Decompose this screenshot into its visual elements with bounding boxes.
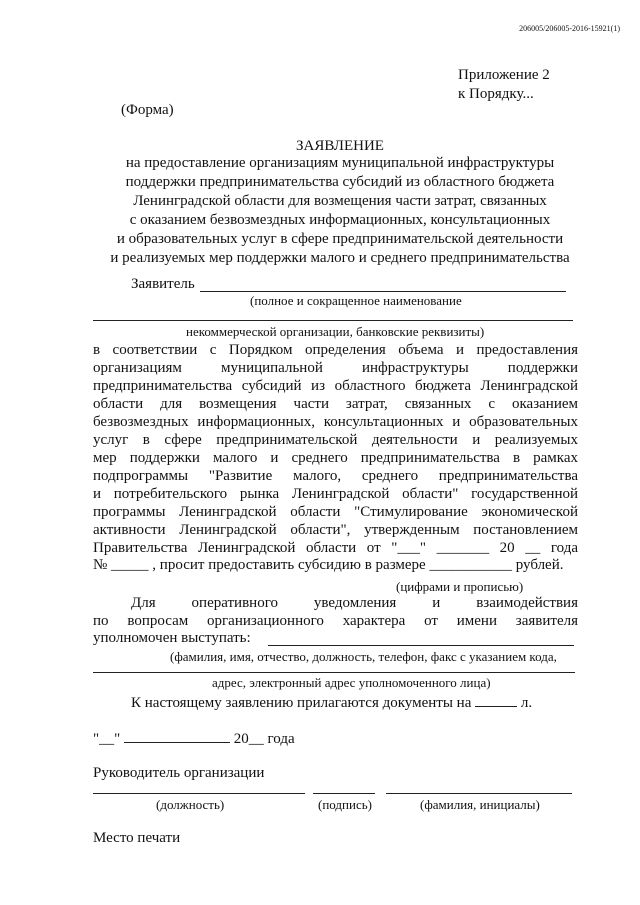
form-label: (Форма) xyxy=(121,102,174,118)
document-id: 206005/206005-2016-15921(1) xyxy=(519,24,620,33)
applicant-hint-2: некоммерческой организации, банковские реквизиты) xyxy=(186,324,485,339)
date-year: 20__ года xyxy=(233,731,295,747)
body-line: предпринимательства субсидий из областного бюджета Ленинградской xyxy=(93,378,578,394)
stamp-label: Место печати xyxy=(93,830,181,846)
body-line: в соответствии с Порядком определения объема и предоставления xyxy=(93,342,578,358)
body-line: и потребительского рынка Ленинградской области" государственной xyxy=(93,486,578,502)
date-day: "__" xyxy=(93,731,121,747)
attachments-suffix: л. xyxy=(520,695,533,711)
subtitle-line: на предоставление организациям муниципальной инфраструктуры xyxy=(125,155,555,171)
contact-line: по вопросам организационного характера от имени заявителя xyxy=(93,613,578,629)
body-line: подпрограммы "Развитие малого, среднего предпринимательства xyxy=(93,468,578,484)
body-line-amount: № _____ , просит предоставить субсидию в размере ___________ рублей. xyxy=(93,557,564,573)
body-line: организациям муниципальной инфраструктуры поддержки xyxy=(93,360,578,376)
subtitle-line: и образовательных услуг в сфере предпринимательской деятельности xyxy=(116,231,564,247)
contact-hint-2: адрес, электронный адрес уполномоченного лица) xyxy=(212,675,491,690)
applicant-name-field[interactable] xyxy=(200,291,566,292)
contact-hint-1: (фамилия, имя, отчество, должность, телефон, факс с указанием кода, xyxy=(170,649,557,664)
applicant-label: Заявитель xyxy=(131,276,195,292)
subtitle-line: с оказанием безвозмездных информационных, консультационных xyxy=(129,212,551,228)
amount-hint: (цифрами и прописью) xyxy=(396,579,524,594)
body-line: Правительства Ленинградской области от "___" _______ 20 __ года xyxy=(93,540,578,556)
attachments-line xyxy=(131,692,532,712)
position-hint: (должность) xyxy=(156,797,225,812)
contact-line: уполномочен выступать: xyxy=(93,630,251,646)
attachments-count-field[interactable] xyxy=(475,692,517,707)
contact-line: Для оперативного уведомления и взаимодействия xyxy=(131,595,578,611)
position-field[interactable] xyxy=(93,793,305,794)
date-month-field[interactable] xyxy=(124,728,230,743)
appendix-line-1: Приложение 2 xyxy=(458,67,550,83)
subtitle-line: поддержки предпринимательства субсидий из областного бюджета xyxy=(125,174,555,190)
body-line: услуг в сфере предпринимательской деятельности и реализуемых xyxy=(93,432,578,448)
applicant-hint-1: (полное и сокращенное наименование xyxy=(250,293,462,308)
document-title: ЗАЯВЛЕНИЕ xyxy=(296,138,384,154)
body-line: области для возмещения части затрат, связанных с оказанием xyxy=(93,396,578,412)
contact-address-field[interactable] xyxy=(93,672,575,673)
date-line xyxy=(93,728,295,748)
body-line: активности Ленинградской области", утвержденным постановлением xyxy=(93,522,578,538)
body-line: мер поддержки малого и среднего предпринимательства в рамках xyxy=(93,450,578,466)
signature-field[interactable] xyxy=(313,793,375,794)
subtitle-line: и реализуемых мер поддержки малого и среднего предпринимательства xyxy=(110,250,570,266)
subtitle-line: Ленинградской области для возмещения части затрат, связанных xyxy=(133,193,547,209)
head-label: Руководитель организации xyxy=(93,765,265,781)
name-hint: (фамилия, инициалы) xyxy=(420,797,540,812)
attachments-prefix: К настоящему заявлению прилагаются документы на xyxy=(131,695,472,711)
body-line: безвозмездных информационных, консультационных и образовательных xyxy=(93,414,578,430)
contact-person-field[interactable] xyxy=(268,645,574,646)
signature-hint: (подпись) xyxy=(318,797,372,812)
name-initials-field[interactable] xyxy=(386,793,572,794)
appendix-line-2: к Порядку... xyxy=(458,86,534,102)
applicant-details-field[interactable] xyxy=(93,320,573,321)
body-line: программы Ленинградской области "Стимулирование экономической xyxy=(93,504,578,520)
